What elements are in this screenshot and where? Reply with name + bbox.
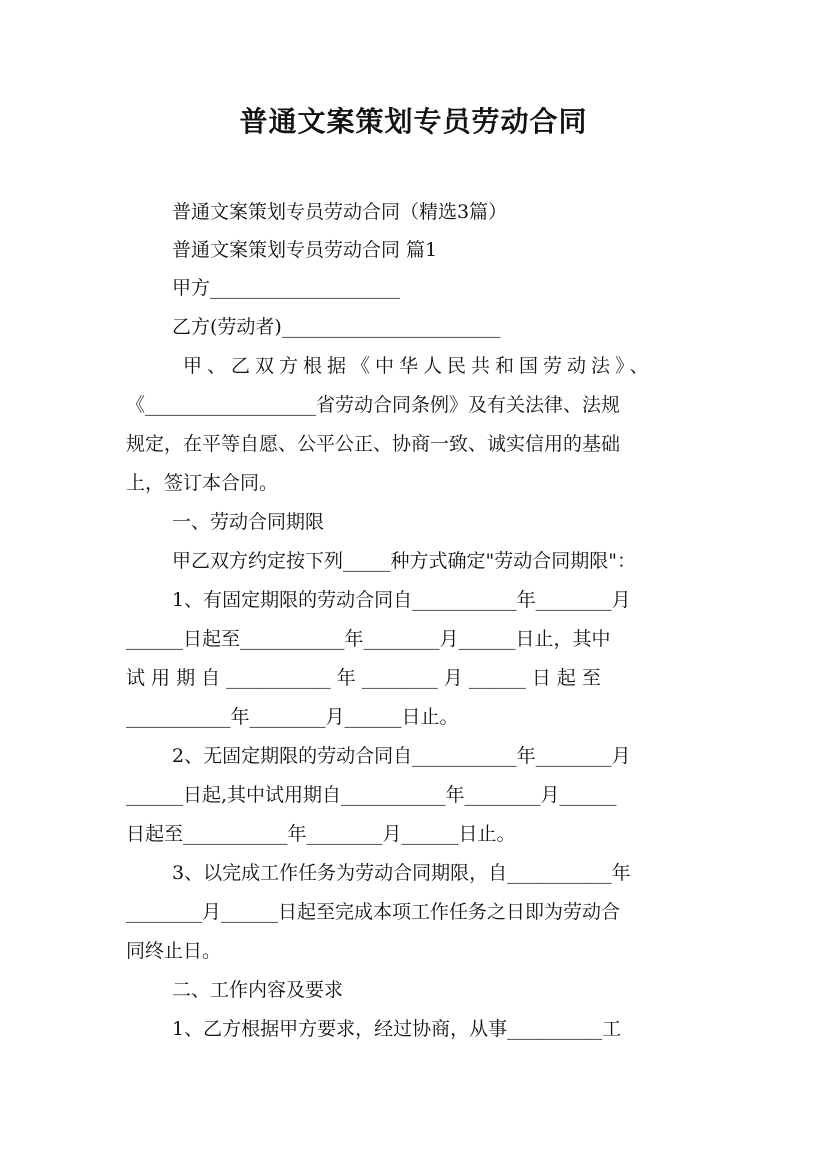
party-a-line: 甲方____________________: [172, 277, 401, 299]
paragraph-line: 2、无固定期限的劳动合同自___________年________月: [172, 745, 631, 767]
section-heading: 一、劳动合同期限: [172, 511, 325, 533]
section-heading: 普通文案策划专员劳动合同 篇1: [172, 239, 438, 261]
paragraph-line: 1、有固定期限的劳动合同自___________年________月: [172, 589, 631, 611]
paragraph-line: 试 用 期 自 ___________ 年 ________ 月 ______ 日 起 至: [126, 667, 601, 689]
document-title: 普通文案策划专员劳动合同: [239, 105, 588, 138]
paragraph-line: 上，签订本合同。: [126, 472, 279, 494]
paragraph-line: 同终止日。: [126, 940, 222, 962]
paragraph-line: 甲乙双方约定按下列_____种方式确定"劳动合同期限"：: [172, 550, 636, 572]
party-b-line: 乙方(劳动者)_______________________: [172, 316, 501, 338]
paragraph-line: 1、乙方根据甲方要求，经过协商，从事__________工: [172, 1018, 622, 1040]
paragraph-line: ________月______日起至完成本项工作任务之日即为劳动合: [126, 901, 621, 923]
paragraph-line: ______日起至___________年________月______日止，其中: [126, 628, 611, 650]
paragraph-line: 规定，在平等自愿、公平公正、协商一致、诚实信用的基础: [126, 433, 621, 455]
paragraph-line: 《__________________省劳动合同条例》及有关法律、法规: [126, 394, 621, 416]
paragraph-line: 3、以完成工作任务为劳动合同期限，自___________年: [172, 862, 631, 884]
paragraph-line: 甲、乙双方根据《中华人民共和国劳动法》、: [183, 355, 654, 377]
section-heading: 二、工作内容及要求: [172, 979, 344, 1001]
subtitle-line: 普通文案策划专员劳动合同（精选3篇）: [172, 201, 508, 223]
paragraph-line: ___________年________月______日止。: [126, 706, 459, 728]
paragraph-line: ______日起,其中试用期自___________年________月______: [126, 784, 617, 806]
paragraph-line: 日起至___________年________月______日止。: [126, 823, 516, 845]
